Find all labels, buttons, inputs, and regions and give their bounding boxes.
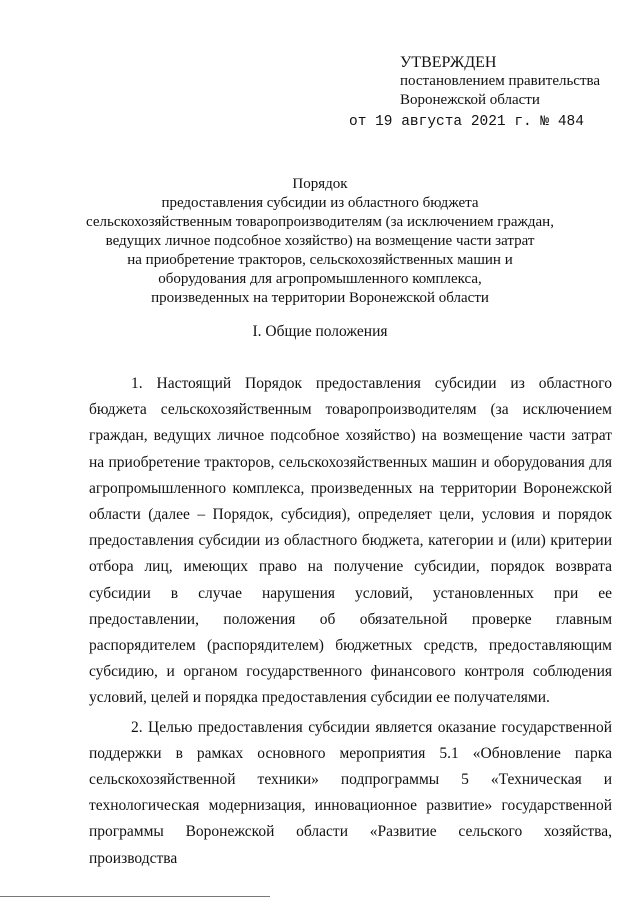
paragraph: 2. Целью предоставления субсидии является оказание государственной поддержки в рамках основного мероприятия 5.1 «Обновление парка сельскохозяйственной техники» подпрограммы 5 «Техническая и технологическая модернизация, инновационное развитие» государственной программы Воронежской области «Развитие сельского хозяйства, производства bbox=[89, 718, 612, 867]
page-bottom-divider bbox=[0, 896, 270, 897]
paragraph: 1. Настоящий Порядок предоставления субсидии из областного бюджета сельскохозяйственным товаропроизводителям (за исключением граждан, ведущих личное подсобное хозяйство) на возмещение части затрат на приобретение тракторов, сельскохозяйственных машин и оборудования для агропромышленного комплекса, произведенных на территории Воронежской области (далее – Порядок, субсидия), определяет цели, условия и порядок предоставления субсидии из областного бюджета, категории и (или) критерии отбора лиц, имеющих право на получение субсидии, порядок возврата субсидии в случае нарушения условий, установленных при ее предоставлении, положения об обязательной проверке главным распорядителем (распорядителем) бюджетных средств, предоставляющим субсидию, и органом государственного финансового контроля соблюдения условий, целей и порядка предоставления субсидии ее получателями. bbox=[89, 375, 612, 707]
section-heading: I. Общие положения bbox=[252, 323, 388, 340]
title-line: Порядок bbox=[292, 176, 348, 192]
title-line: на приобретение тракторов, сельскохозяйственных машин и bbox=[127, 252, 513, 268]
approval-stamp bbox=[349, 53, 600, 132]
approval-line-2: Воронежской области bbox=[400, 92, 540, 108]
document-body bbox=[89, 371, 612, 872]
title-line: произведенных на территории Воронежской области bbox=[151, 290, 489, 306]
title-line: ведущих личное подсобное хозяйство) на возмещение части затрат bbox=[105, 233, 535, 249]
approval-title: УТВЕРЖДЕН bbox=[400, 54, 497, 71]
title-line: оборудования для агропромышленного комплекса, bbox=[158, 271, 482, 287]
title-line: сельскохозяйственным товаропроизводителям (за исключением граждан, bbox=[86, 214, 554, 230]
approval-line-1: постановлением правительства bbox=[400, 73, 601, 89]
title-line: предоставления субсидии из областного бюджета bbox=[161, 195, 479, 211]
approval-date: от 19 августа 2021 г. № 484 bbox=[349, 114, 584, 130]
document-title bbox=[80, 175, 560, 308]
